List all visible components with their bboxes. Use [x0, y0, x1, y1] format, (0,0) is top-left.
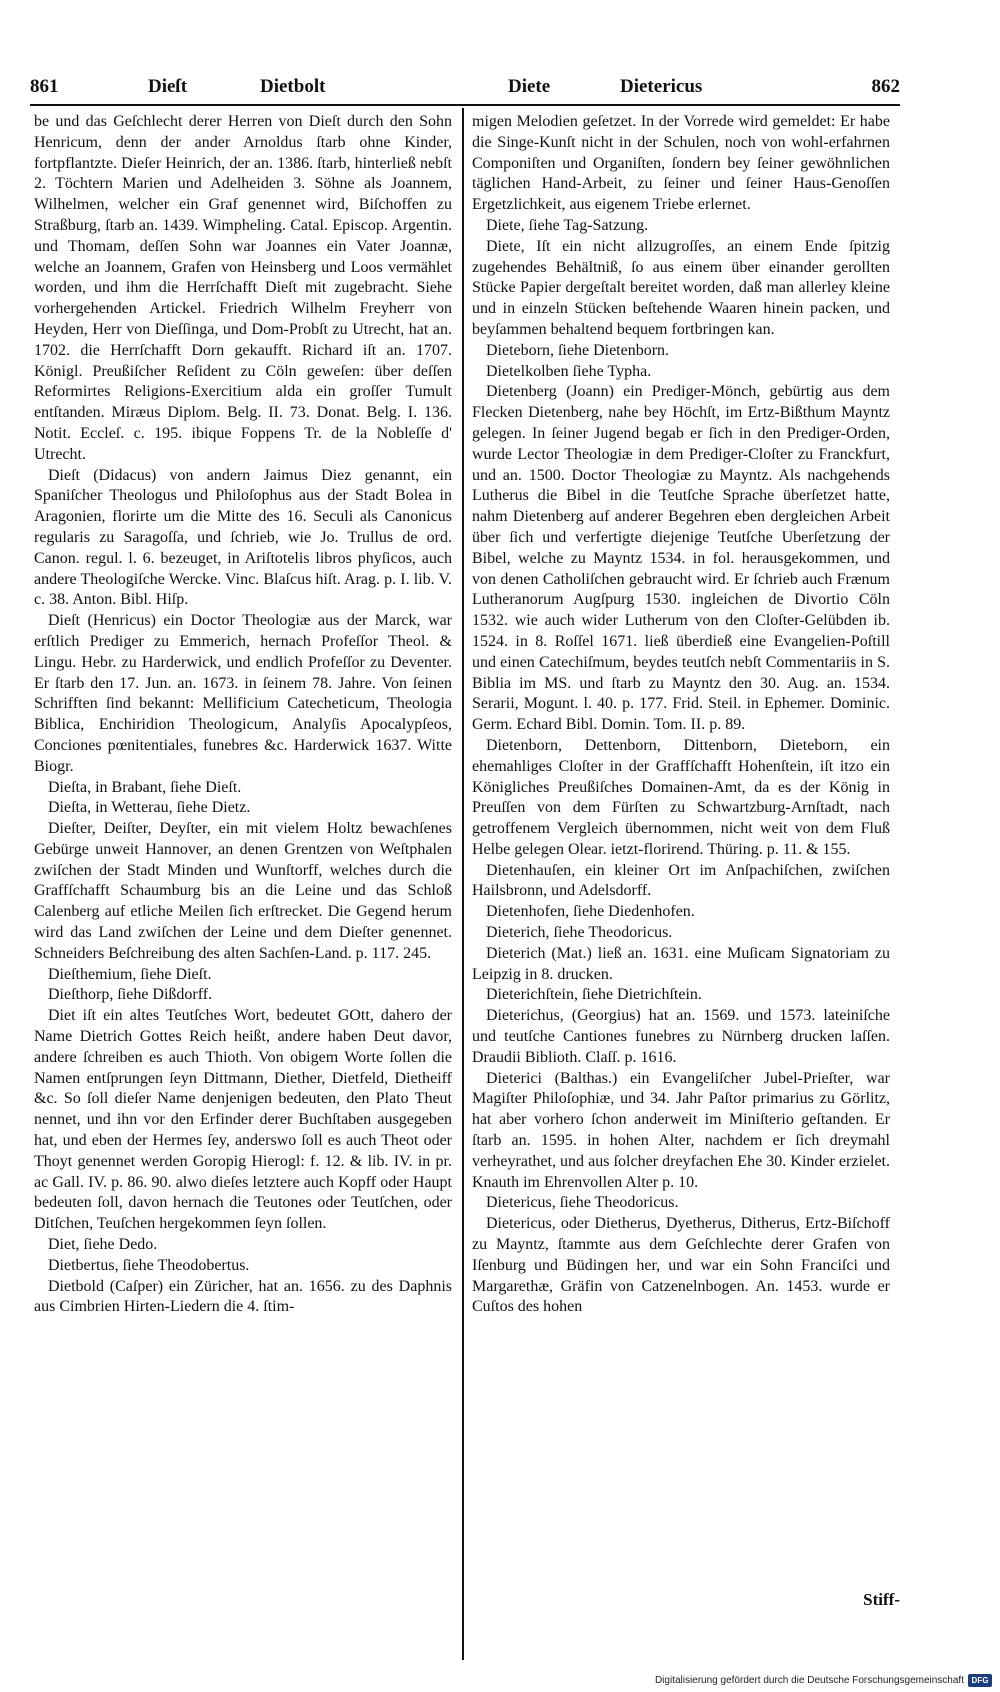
left-headword-2: Dietbolt	[260, 76, 326, 97]
entry-paragraph: Dieſthemium, ſiehe Dieſt.	[48, 965, 212, 983]
entry-paragraph: Dietericus, oder Dietherus, Dyetherus, Ditherus, Ertz-Biſchoff zu Mayntz, ſtammte aus dem Geſchlechte derer Grafen von Iſenburg und Büdingen her, und war ein Sohn Franciſci und Margarethæ, Gräfin von Catzenelnbogen. An. 1453. wurde er Cuſtos des hohen	[472, 1215, 890, 1316]
entry-paragraph: Dieſter, Deiſter, Deyſter, ein mit vielem Holtz bewachſenes Gebürge unweit Hannover, an denen Grentzen von Weſtphalen zwiſchen der Stadt Minden und Wunſtorff, welches durch die Graffſchafft Schaumburg bis an die Leine und das Schloß Calenberg auf etliche Meilen ſich erſtrecket. Die Gegend herum wird das Land zwiſchen der Leine und dem Dieſter genennet. Schneiders Beſchreibung des alten Sachſen-Land. p. 117. 245.	[34, 820, 452, 962]
left-column	[34, 112, 452, 1662]
entry-paragraph: Dietenberg (Joann) ein Prediger-Mönch, gebürtig aus dem Flecken Dietenberg, nahe bey Höchſt, im Ertz-Bißthum Mayntz gelegen. In ſeiner Jugend begab er ſich in den Prediger-Orden, wurde Lector Theologiæ in dem Prediger-Cloſter zu Franckfurt, und an. 1500. Doctor Theologiæ zu Mayntz. Als nachgehends Lutherus die Bibel in die Teutſche Sprache überſetzet hatte, nahm Dietenberg auf anderer Begehren eben dergleichen Arbeit über ſich und verfertigte diejenige Teutſche Uberſetzung der Bibel, welche zu Mayntz 1534. in fol. herausgekommen, und von denen Catholiſchen gebraucht wird. Er ſchrieb auch Frænum Lutheranorum Augſpurg 1530. ingleichen de Divortio Cöln 1532. wie auch wider Lutherum von den Cloſter-Gelübden ib. 1524. in 8. Roſſel 1671. ließ überdieß eine Evangelien-Poſtill und einen Catechiſmum, beydes teutſch nebſt Commentariis in S. Biblia im MS. und ſtarb zu Mayntz den 30. Aug. an. 1534. Serarii, Mogunt. l. 40. p. 177. Frid. Steil. in Ephemer. Dominic. Germ. Echard Bibl. Domin. Tom. II. p. 89.	[472, 383, 890, 734]
entry-paragraph: Dietenhauſen, ein kleiner Ort im Anſpachiſchen, zwiſchen Hailsbronn, und Adelsdorff.	[472, 861, 890, 900]
right-column	[472, 112, 890, 1662]
left-headword-1: Dieſt	[148, 76, 188, 97]
entry-paragraph: Dieſt (Henricus) ein Doctor Theologiæ aus der Marck, war erſtlich Prediger zu Emmerich, hernach Profeſſor Theol. & Lingu. Hebr. zu Harderwick, und endlich Profeſſor zu Deventer. Er ſtarb den 17. Jun. an. 1673. in ſeinem 78. Jahre. Von ſeinen Schrifften ſind bekannt: Mellificium Catecheticum, Theologia Biblica, Enchiridion Theologicum, Analyſis Apocalypſeos, Conciones pœnitentiales, funebres &c. Harderwick 1637. Witte Biogr.	[34, 612, 452, 775]
running-head	[30, 72, 900, 108]
column-divider	[462, 108, 464, 1660]
entry-paragraph: Dieterich, ſiehe Theodoricus.	[486, 924, 673, 942]
entry-paragraph: Dietbertus, ſiehe Theodobertus.	[48, 1256, 250, 1274]
dfg-logo-icon: DFG	[968, 1674, 992, 1687]
entry-paragraph: Dieſt (Didacus) von andern Jaimus Diez genannt, ein Spaniſcher Theologus und Philoſophus aus der Stadt Bolea in Aragonien, florirte um die Mitte des 16. Seculi als Canonicus regularis zu Saragoſſa, und ſchrieb, wie Jo. Trullus de ord. Canon. regul. l. 6. bezeuget, in Ariſtotelis libros phyſicos, auch andere Theologiſche Wercke. Vinc. Blaſcus hiſt. Arag. p. I. lib. V. c. 38. Anton. Bibl. Hiſp.	[34, 466, 452, 609]
entry-paragraph: Diet, ſiehe Dedo.	[48, 1236, 158, 1254]
entry-paragraph: Dieterici (Balthas.) ein Evangeliſcher Jubel-Prieſter, war Magiſter Philoſophiæ, und 34. Jahr Paſtor primarius zu Görlitz, hat aber vorhero ſchon anderweit im Miniſterio geſtanden. Er ſtarb an. 1595. in hohen Alter, nachdem er ſich dreymahl verheyrathet, und aus ſolcher dreyfachen Ehe 30. Kinder erzielet. Knauth im Ehrenvollen Alter p. 10.	[472, 1069, 890, 1191]
left-page-number: 861	[30, 76, 59, 97]
digitization-footer	[655, 1672, 992, 1688]
entry-paragraph: Dieterich (Mat.) ließ an. 1631. eine Muſicam Signatoriam zu Leipzig in 8. drucken.	[472, 944, 890, 983]
entry-paragraph: Dieſta, in Brabant, ſiehe Dieſt.	[48, 778, 242, 796]
entry-paragraph: migen Melodien geſetzet. In der Vorrede wird gemeldet: Er habe die Singe-Kunſt nicht in der Schulen, noch von wohl-erfahrnen Componiſten und Organiſten, ſondern bey ſeiner gewöhnlichen täglichen Hand-Arbeit, zu ſeiner und ſeiner Haus-Genoſſen Ergetzlichkeit, aus eigenem Triebe erlernet.	[472, 113, 890, 214]
entry-paragraph: Dietenborn, Dettenborn, Dittenborn, Dieteborn, ein ehemahliges Cloſter in der Graffſchafft Hohenſtein, iſt itzo ein Königliches Preußiſches Domainen-Amt, da es der König in Preuſſen von dem Fürſten zu Schwartzburg-Arnſtadt, nach getroffenem Vergleich übernommen, nicht weit von dem Fluß Helbe gelegen Olear. ietzt-florirend. Thüring. p. 11. & 155.	[472, 736, 890, 858]
entry-paragraph: Dieſthorp, ſiehe Dißdorff.	[48, 986, 213, 1004]
right-headword-1: Diete	[508, 76, 551, 97]
entry-paragraph: Diete, ſiehe Tag-Satzung.	[486, 216, 649, 234]
catchword: Stiff-	[863, 1590, 900, 1609]
footer-text: Digitalisierung gefördert durch die Deutsche Forschungsgemeinschaft	[654, 1674, 964, 1686]
entry-paragraph: Dieterichus, (Georgius) hat an. 1569. und 1573. lateiniſche und teutſche Cantiones funebres zu Nürnberg drucken laſſen. Draudii Biblioth. Claſſ. p. 1616.	[472, 1007, 890, 1066]
entry-paragraph: Diet iſt ein altes Teutſches Wort, bedeutet GOtt, dahero der Name Dietrich Gottes Reich heißt, andere haben Deut davor, andere ſchreiben es auch Thioth. Von obigem Worte ſollen die Namen entſprungen ſeyn Dittmann, Diether, Dietfeld, Dietheiff &c. So ſoll dieſer Name denjenigen bedeuten, den Plato Theut nennet, und ihn vor den Erfinder derer Buchſtaben ausgegeben hat, und eben der Hermes ſey, anderswo ſoll es auch Theot oder Thoyt genennet werden Goropig Hierogl: f. 12. & lib. IV. in pr. ac Gall. IV. p. 86. 90. alwo dieſes letztere auch Kopff oder Haupt bedeuten ſoll, davon hernach die Teutones oder Teutſchen, oder Ditſchen, Teuſchen hergekommen ſeyn ſollen.	[34, 1007, 452, 1233]
header-rule	[30, 104, 900, 106]
book-page	[30, 72, 900, 1662]
entry-paragraph: Dietericus, ſiehe Theodoricus.	[486, 1194, 679, 1212]
entry-paragraph: Dieterichſtein, ſiehe Dietrichſtein.	[486, 986, 702, 1004]
right-headword-2: Dietericus	[620, 76, 703, 97]
entry-paragraph: Dietbold (Caſper) ein Züricher, hat an. 1656. zu des Daphnis aus Cimbrien Hirten-Liedern die 4. ſtim-	[34, 1277, 452, 1316]
entry-paragraph: be und das Geſchlecht derer Herren von Dieſt durch den Sohn Henricum, denn der ander Arnoldus ſtarb ohne Kinder, fortpflantzte. Dieſer Heinrich, der an. 1386. ſtarb, hinterließ nebſt 2. Töchtern Marien und Adelheiden 3. Söhne als Joannem, Wilhelmen, welcher ein Graf genennet wird, Biſchoffen zu Straßburg, ſtarb an. 1439. Wimpheling. Catal. Episcop. Argentin. und Thomam, deſſen Sohn war Joannes ein Vater Joannæ, welche an Joannem, Grafen von Heinsberg und Loos vermählet worden, und ihm die Herrſchafft Dieſt mit zugebracht. Siehe vorhergehenden Artickel. Friedrich Wilhelm Freyherr von Heyden, Herr von Dieſſinga, und Dom-Probſt zu Utrecht, hat an. 1702. die Herrſchafft Dorn gekaufft. Richard iſt an. 1707. Königl. Preußiſcher Reſident zu Cöln geweſen: über deſſen Reformirtes Religions-Exercitium alda ein groſſer Tumult entſtanden. Miræus Diplom. Belg. II. 73. Donat. Belg. I. 136. Notit. Eccleſ. c. 195. ibique Foppens Tr. de la Nobleſſe d' Utrecht.	[34, 113, 452, 463]
entry-paragraph: Dietelkolben ſiehe Typha.	[486, 362, 652, 380]
entry-paragraph: Dietenhofen, ſiehe Diedenhofen.	[486, 903, 695, 921]
entry-paragraph: Dieteborn, ſiehe Dietenborn.	[486, 341, 670, 359]
right-page-number: 862	[871, 76, 900, 97]
entry-paragraph: Diete, Iſt ein nicht allzugroſſes, an einem Ende ſpitzig zugehendes Behältniß, ſo aus einem über einander gerollten Stücke Papier dergeſtalt bereitet worden, daß man allerley kleine und in einzeln Stücken beſtehende Waaren hinein packen, und beyſammen behaltend bequem fortbringen kan.	[472, 237, 890, 338]
entry-paragraph: Dieſta, in Wetterau, ſiehe Dietz.	[48, 799, 251, 817]
